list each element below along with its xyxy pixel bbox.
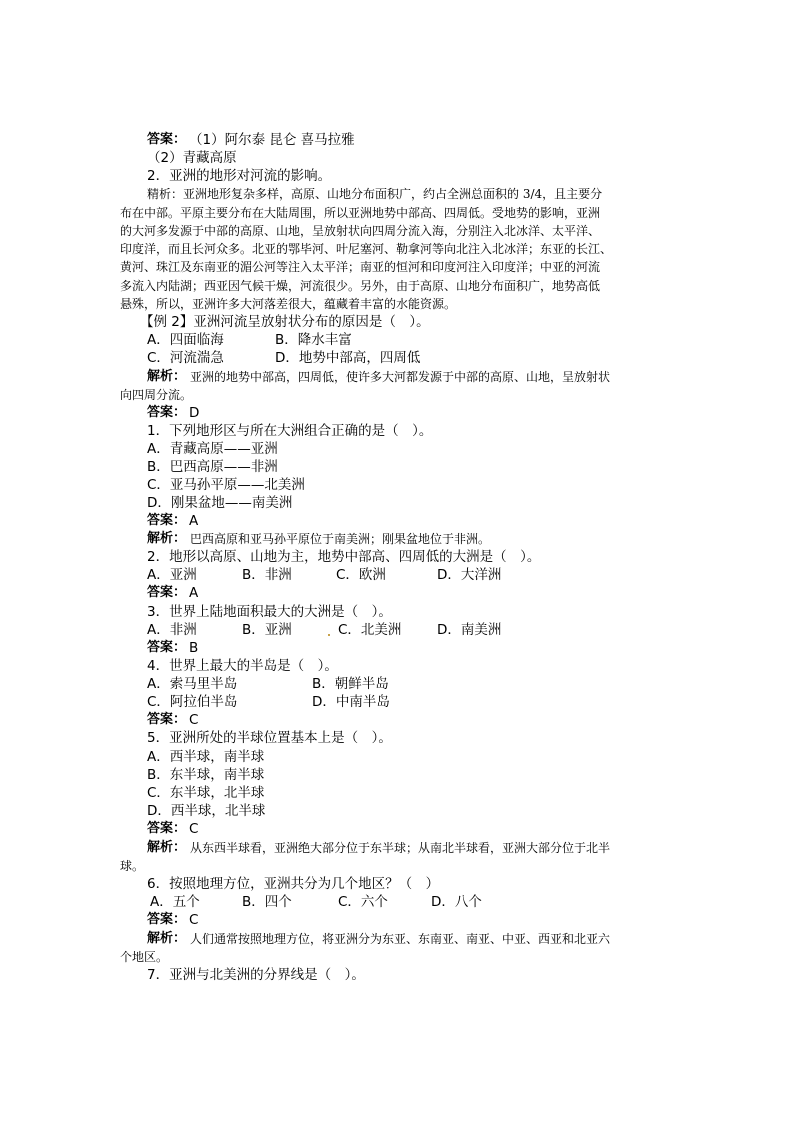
paragraph-line [0,204,794,222]
option: C．东半球，北半球 [147,785,265,801]
paragraph-line [0,277,794,295]
analysis-text: 从东西半球看，亚洲绝大部分位于东半球；从南北半球看，亚洲大部分位于北半 [190,841,611,855]
paragraph-text: 多流入内陆湖；西亚因气候干燥，河流很少。另外，由于高原、山地分布面积广，地势高低 [120,279,601,293]
analysis-text: 球。 [120,859,145,873]
question-line [0,603,794,621]
options-row [0,621,794,639]
option: A．西半球，南半球 [147,749,265,765]
option-line [0,802,794,820]
options-row [0,349,794,367]
answer-label: 答案： [147,132,187,147]
options-row [0,566,794,584]
paragraph-line [0,258,794,276]
option: B．巴西高原——非洲 [147,459,278,475]
text-line [0,149,794,167]
option-line [0,748,794,766]
option: C．欧洲 [336,567,386,583]
option: D．八个 [431,894,482,910]
analysis-text: 人们通常按照地理方位，将亚洲分为东亚、东南亚、南亚、中亚、西亚和北亚六 [190,932,611,946]
paragraph-text: 精析：亚洲地形复杂多样，高原、山地分布面积广，约占全洲总面积的 3/4，且主要分 [147,187,603,201]
analysis-line [0,857,794,875]
option: A．青藏高原——亚洲 [147,441,278,457]
analysis-label: 解析： [147,531,187,546]
options-row [0,331,794,349]
paragraph-text: 悬殊，所以，亚洲许多大河落差很大，蕴藏着丰富的水能资源。 [120,297,457,311]
analysis-line [0,386,794,404]
analysis-label: 解析： [147,840,187,855]
answer-text: D [189,405,200,421]
option: A．四面临海 [147,332,224,348]
option: C．亚马孙平原——北美洲 [147,477,305,493]
analysis-label: 解析： [147,931,187,946]
answer-label: 答案： [147,640,187,655]
question-line [0,422,794,440]
option: B．四个 [242,894,292,910]
question-text: 4．世界上最大的半岛是（ ）。 [147,658,338,674]
option: B．东半球，南半球 [147,767,265,783]
analysis-text: 巴西高原和亚马孙平原位于南美洲；刚果盆地位于非洲。 [190,532,491,546]
question-line [0,729,794,747]
heading-text: 2．亚洲的地形对河流的影响。 [147,168,332,184]
question-text: 5．亚洲所处的半球位置基本上是（ ）。 [147,730,392,746]
question-text: 2．地形以高原、山地为主，地势中部高、四周低的大洲是（ ）。 [147,549,541,565]
option: D．西半球，北半球 [147,803,266,819]
answer-line [0,584,794,602]
answer-line [0,639,794,657]
answer-line [0,512,794,530]
answer-text: A [189,585,199,601]
analysis-text: 向四周分流。 [120,388,193,402]
analysis-line [0,948,794,966]
analysis-label: 解析： [147,369,187,384]
answer-label: 答案： [147,405,187,420]
answer-line [0,404,794,422]
answer-text: A [189,513,199,529]
option: B．降水丰富 [275,332,352,348]
question-text: 3．世界上陆地面积最大的大洲是（ ）。 [147,604,392,620]
analysis-line [0,530,794,548]
question-line [0,875,794,893]
example-question [0,313,794,331]
question-line [0,966,794,984]
answer-text: C [189,821,199,837]
answer-line [0,711,794,729]
answer-text: C [189,712,199,728]
text: （2）青藏高原 [147,150,237,166]
option: A．索马里半岛 [147,676,238,692]
paragraph-line [0,240,794,258]
option: B．非洲 [242,567,292,583]
option: C．河流湍急 [147,350,224,366]
question-text: 【例 2】亚洲河流呈放射状分布的原因是（ ）。 [140,314,430,330]
options-row [0,675,794,693]
option-line [0,784,794,802]
paragraph-text: 印度洋，而且长河众多。北亚的鄂毕河、叶尼塞河、勒拿河等向北注入北冰洋；东亚的长江、 [120,242,613,256]
paragraph-text: 布在中部。平原主要分布在大陆周围，所以亚洲地势中部高、四周低。受地势的影响，亚洲 [120,206,601,220]
option: D．地势中部高，四周低 [275,350,421,366]
question-line [0,657,794,675]
question-text: 7．亚洲与北美洲的分界线是（ ）。 [147,967,365,983]
answer-line [0,820,794,838]
paragraph-line [0,295,794,313]
answer-line [0,131,794,149]
option: B．亚洲 [242,622,292,638]
option: C．六个 [338,894,388,910]
option-line [0,476,794,494]
stray-mark [328,634,330,636]
answer-label: 答案： [147,912,187,927]
option: A．五个 [150,894,200,910]
option: A．亚洲 [147,567,197,583]
analysis-line [0,930,794,948]
option: D．南美洲 [437,622,502,638]
answer-text: C [189,912,199,928]
analysis-line [0,839,794,857]
option: D．中南半岛 [312,694,390,710]
answer-line [0,911,794,929]
answer-label: 答案： [147,513,187,528]
option-line [0,494,794,512]
option: D．大洋洲 [437,567,502,583]
answer-label: 答案： [147,585,187,600]
analysis-text: 个地区。 [120,950,169,964]
section-heading [0,167,794,185]
option: C．北美洲 [338,622,402,638]
paragraph-text: 的大河多发源于中部的高原、山地，呈放射状向四周分流入海，分别注入北冰洋、太平洋、 [120,224,601,238]
question-text: 6．按照地理方位，亚洲共分为几个地区？（ ） [147,876,440,892]
paragraph-line [0,185,794,203]
option: A．非洲 [147,622,197,638]
option-line [0,766,794,784]
analysis-text: 亚洲的地势中部高，四周低，使许多大河都发源于中部的高原、山地，呈放射状 [190,370,611,384]
option: D．刚果盆地——南美洲 [147,495,293,511]
options-row [0,893,794,911]
answer-text: （1）阿尔泰 昆仑 喜马拉雅 [189,132,355,148]
question-line [0,548,794,566]
question-text: 1．下列地形区与所在大洲组合正确的是（ ）。 [147,423,433,439]
option-line [0,440,794,458]
answer-label: 答案： [147,821,187,836]
options-row [0,693,794,711]
answer-label: 答案： [147,712,187,727]
option: C．阿拉伯半岛 [147,694,238,710]
option: B．朝鲜半岛 [312,676,389,692]
answer-text: B [189,640,199,656]
paragraph-line [0,222,794,240]
option-line [0,458,794,476]
analysis-line [0,368,794,386]
paragraph-text: 黄河、珠江及东南亚的湄公河等注入太平洋；南亚的恒河和印度河注入印度洋；中亚的河流 [120,260,601,274]
